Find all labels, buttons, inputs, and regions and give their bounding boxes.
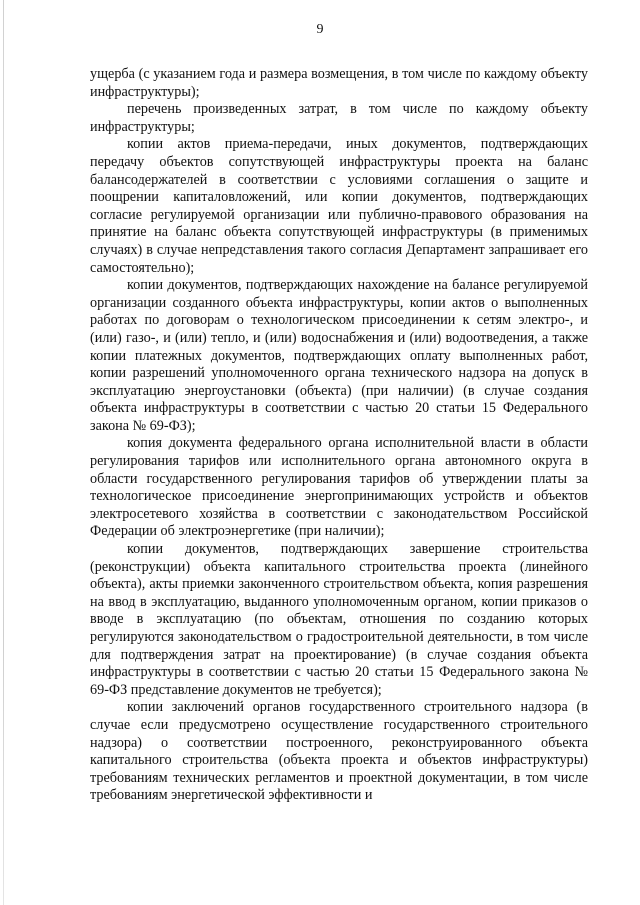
paragraph-expense-list: перечень произведенных затрат, в том числе по каждому объекту инфраструктуры; — [90, 101, 588, 135]
paragraph-construction-completion: копии документов, подтверждающих завершение строительства (реконструкции) объекта капитального строительства проекта (линейного объекта), акты приемки законченного строительством объекта, копия разрешения на ввод в эксплуатацию, выданного уполномоченным органом, копии приказов о вводе в эксплуатацию (по объектам, отношения по созданию которых регулируются законодательством о градостроительной деятельности, в том числе для подтверждения затрат на проектирование) (в случае создания объекта инфраструктуры в соответствии с частью 20 статьи 15 Федерального закона № 69-ФЗ представление документов не требуется); — [90, 541, 588, 698]
paragraph-continuation: ущерба (с указанием года и размера возмещения, в том числе по каждому объекту инфраструктуры); — [90, 66, 588, 100]
document-body — [90, 66, 588, 805]
paragraph-supervision-conclusions: копии заключений органов государственного строительного надзора (в случае если предусмотрено осуществление государственного строительного надзора) о соответствии построенного, реконструированного объекта капитального строительства (объекта проекта и объектов инфраструктуры) требованиям технических регламентов и проектной документации, в том числе требованиям энергетической эффективности и — [90, 699, 588, 804]
paragraph-balance-documents: копии документов, подтверждающих нахождение на балансе регулируемой организации созданного объекта инфраструктуры, копии актов о выполненных работах по договорам о технологическом присоединении к сетям электро-, и (или) газо-, и (или) тепло, и (или) водоснабжения и (или) водоотведения, а также копии платежных документов, подтверждающих оплату выполненных работ, копии разрешений уполномоченного органа технического надзора на допуск в эксплуатацию энергоустановки (объекта) (при наличии) (в случае создания объекта инфраструктуры в соответствии с частью 20 статьи 15 Федерального закона № 69-ФЗ); — [90, 277, 588, 434]
page-number: 9 — [316, 22, 324, 37]
paragraph-tariff-document: копия документа федерального органа исполнительной власти в области регулирования тарифов или исполнительного органа автономного округа в области государственного регулирования тарифов об утверждении платы за технологическое присоединение энергопринимающих устройств и объектов электросетевого хозяйства в соответствии с законодательством Российской Федерации об электроэнергетике (при наличии); — [90, 435, 588, 540]
scan-edge-line — [3, 0, 4, 905]
paragraph-transfer-acts: копии актов приема-передачи, иных документов, подтверждающих передачу объектов сопутствующей инфраструктуры проекта на баланс балансодержателей в соответствии с условиями соглашения о защите и поощрении капиталовложений, или копии документов, подтверждающих согласие регулируемой организации или публично-правового образования на принятие на баланс объекта сопутствующей инфраструктуры (в применимых случаях) в случае непредставления такого согласия Департамент запрашивает его самостоятельно); — [90, 136, 588, 276]
